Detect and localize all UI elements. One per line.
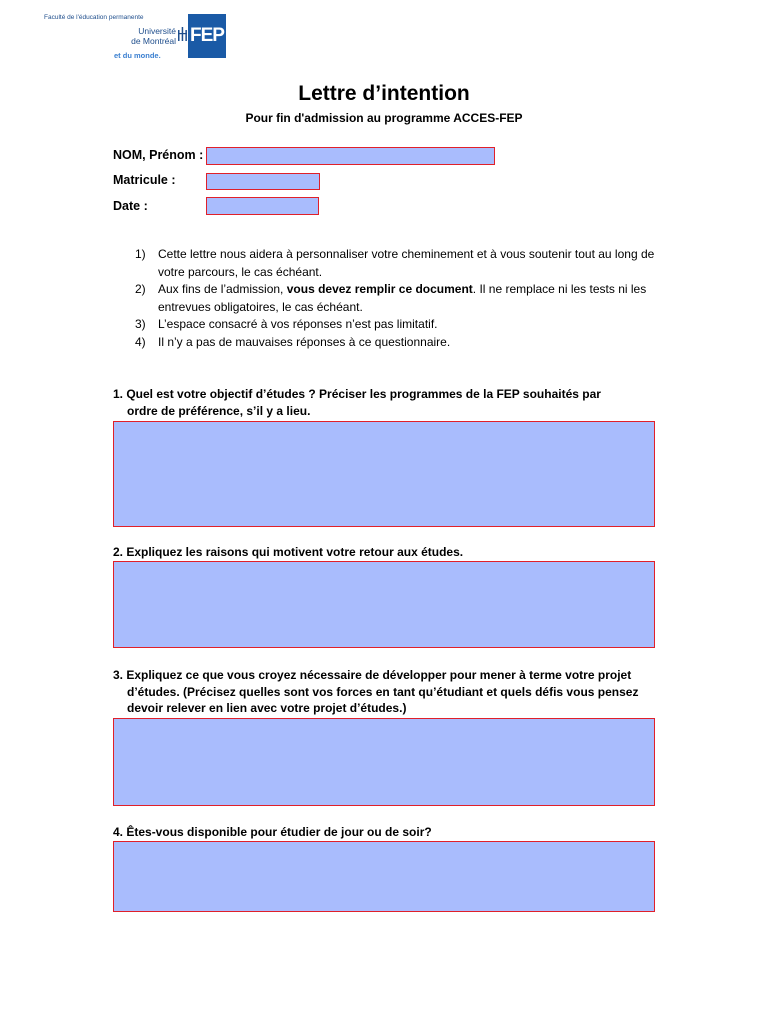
date-field[interactable] bbox=[206, 197, 319, 215]
tagline: et du monde. bbox=[114, 51, 161, 60]
answer-1-field[interactable] bbox=[113, 421, 655, 527]
matricule-label: Matricule : bbox=[113, 173, 176, 187]
instruction-item: 3) L’espace consacré à vos réponses n’est pas limitatif. bbox=[135, 317, 438, 331]
udm-emblem-icon bbox=[178, 27, 187, 41]
university-name: Université de Montréal bbox=[131, 26, 176, 46]
fep-badge: FEP bbox=[188, 14, 226, 58]
question-1: 1. Quel est votre objectif d’études ? Préciser les programmes de la FEP souhaités par ordre de préférence, s’il y a lieu. bbox=[113, 387, 601, 418]
instruction-item: 2) Aux fins de l’admission, vous devez remplir ce document. Il ne remplace ni les tests ni les entrevues obligatoires, le cas échéant. bbox=[135, 282, 647, 314]
answer-4-field[interactable] bbox=[113, 841, 655, 912]
faculty-name: Faculté de l'éducation permanente bbox=[44, 14, 144, 21]
name-field[interactable] bbox=[206, 147, 495, 165]
instruction-item: 4) Il n’y a pas de mauvaises réponses à ce questionnaire. bbox=[135, 334, 451, 349]
answer-2-field[interactable] bbox=[113, 561, 655, 648]
instruction-item: 1) Cette lettre nous aidera à personnaliser votre cheminement et à vous soutenir tout au long de votre parcours, le cas échéant. bbox=[135, 247, 655, 279]
name-label: NOM, Prénom : bbox=[113, 148, 204, 162]
question-3: 3. Expliquez ce que vous croyez nécessaire de développer pour mener à terme votre projet d’études. (Précisez quelles sont vos forces en tant qu’étudiant et quels défis vous pensez devoir relever en lien avec votre projet d’études.) bbox=[113, 668, 639, 715]
date-label: Date : bbox=[113, 199, 148, 213]
instructions-list bbox=[135, 246, 655, 351]
page-title: Lettre d’intention bbox=[298, 82, 470, 105]
fep-logo bbox=[44, 14, 234, 62]
answer-3-field[interactable] bbox=[113, 718, 655, 806]
question-4: 4. Êtes-vous disponible pour étudier de jour ou de soir? bbox=[113, 825, 432, 839]
question-2: 2. Expliquez les raisons qui motivent votre retour aux études. bbox=[113, 545, 464, 559]
emphasis-text: vous devez remplir ce document bbox=[286, 282, 473, 296]
matricule-field[interactable] bbox=[206, 173, 320, 190]
page-subtitle: Pour fin d'admission au programme ACCES-FEP bbox=[245, 111, 523, 125]
